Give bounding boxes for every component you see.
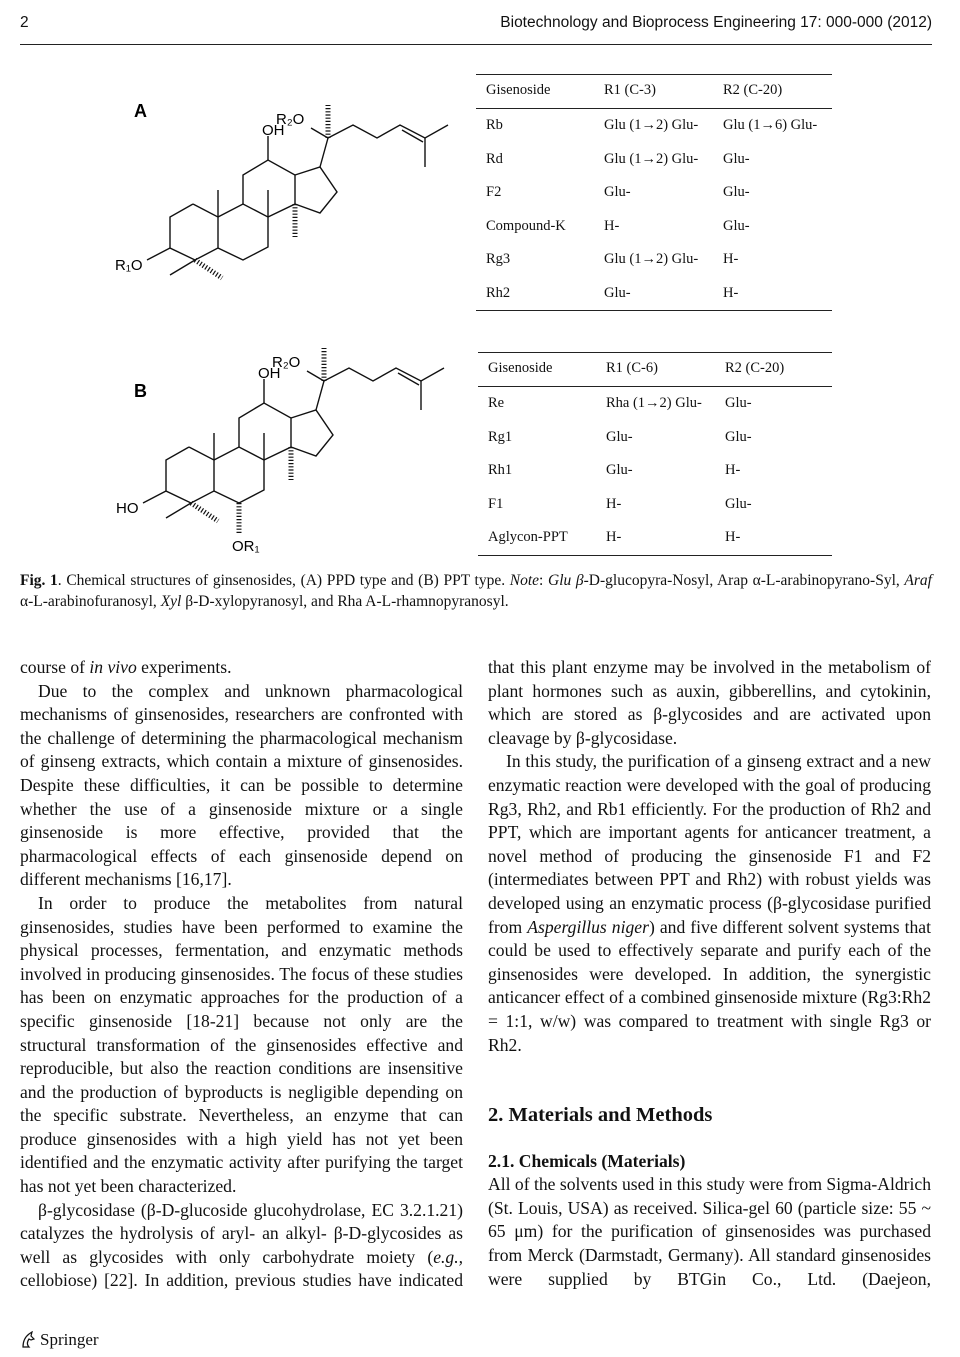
cell: Glu- — [723, 150, 750, 167]
paragraph — [20, 680, 463, 892]
cell: Glu- — [725, 395, 752, 411]
cell: H- — [606, 495, 622, 512]
table-rule — [478, 386, 832, 387]
text-run: Due to the complex and unknown pharmacological mechanisms of ginsenosides, researchers are confronted with the challenge of determining the pharmacological mechanism of ginseng extracts, which contain a mixture of ginsenosides. Despite these difficulties, it can be possible to determine whether the use of a ginsenoside mixture or a single ginsenoside is more effective, provided that the pharmacological effects of each ginsenoside depend on different mechanisms [16,17]. — [20, 680, 463, 890]
cell: Glu- — [604, 285, 631, 301]
journal-title: Biotechnology and Bioprocess Engineering 17: 000-000 (2012) — [500, 14, 932, 31]
r2o-label: R₂O — [276, 111, 305, 128]
column-header: Gisenoside — [486, 82, 551, 98]
cell: Glu- — [606, 428, 633, 445]
row-name: Rg1 — [488, 428, 513, 445]
subsection-heading: 2.1. Chemicals (Materials) — [488, 1150, 686, 1171]
column-header: R1 (C-3) — [604, 82, 656, 98]
text-run: . Chemical structures of ginsenosides, (A) PPD type and (B) PPT type. — [57, 572, 510, 589]
text-run: α-L-arabinofuranosyl, — [20, 593, 161, 610]
bold-text: Fig. 1 — [20, 572, 58, 589]
row-name: F1 — [488, 495, 504, 512]
italic-text: Araf — [904, 572, 932, 589]
springer-horse-icon — [20, 1331, 36, 1349]
cell: H- — [723, 251, 739, 268]
cell: H- — [606, 529, 622, 546]
paragraph — [20, 1199, 463, 1293]
right-column — [488, 656, 931, 1291]
paragraph — [488, 656, 931, 750]
cell: H- — [725, 462, 741, 479]
paragraph — [20, 656, 463, 680]
row-name: Compound-K — [486, 217, 566, 234]
italic-text: e.g., — [433, 1246, 463, 1267]
cell: H- — [725, 529, 741, 546]
r1o-label: R₁O — [115, 257, 143, 274]
text-run: β-glycosidase (β-D-glucoside glucohydrolase, EC 3.2.1.21) catalyzes the hydrolysis of aryl- an alkyl- β-D-glycosides as well as glycosides with only carbohydrate moiety ( — [20, 1199, 463, 1267]
table-rule — [478, 352, 832, 353]
cell: Glu- — [606, 462, 633, 479]
italic-text: Note — [509, 572, 540, 589]
row-name: Rd — [486, 150, 503, 167]
text-run: course of — [20, 657, 90, 677]
ho-label: HO — [116, 500, 139, 517]
or1-label: OR₁ — [232, 538, 260, 555]
italic-text: Xyl — [160, 593, 182, 610]
column-header: Gisenoside — [488, 360, 553, 376]
text-run: All of the solvents used in this study were from Sigma-Aldrich (St. Louis, USA) as received. Silica-gel 60 (particle size: 55 ~ 65 μm) for the purification of ginsenosides was purchased from Merck (Darmstadt, Germany). All standard ginsenosides were supplied by BTGin Co., Ltd. (Daejeon, — [488, 1174, 931, 1289]
text-run: β-D-xylopyranosyl, and Rha A-L-rhamnopyranosyl. — [181, 593, 509, 610]
table-rule — [476, 310, 832, 311]
footer — [20, 1330, 99, 1350]
cell: Glu- — [604, 184, 631, 201]
oh-label: OH — [258, 365, 281, 382]
row-name: Rh2 — [486, 285, 511, 301]
table-rule — [476, 108, 832, 109]
cell: H- — [604, 217, 620, 234]
row-name: Rb — [486, 117, 503, 133]
cell: Glu (1→2) Glu- — [604, 117, 699, 133]
cell: Glu- — [725, 428, 752, 445]
r2o-label: R₂O — [272, 354, 301, 371]
row-name: Rh1 — [488, 462, 513, 479]
row-name: Aglycon-PPT — [488, 529, 568, 546]
text-run: : — [539, 572, 548, 589]
table-rule — [478, 555, 832, 556]
cell: Glu- — [725, 495, 752, 512]
structure-a — [115, 101, 448, 278]
paragraph — [20, 892, 463, 1199]
cell: Glu- — [723, 217, 750, 234]
row-name: F2 — [486, 184, 502, 201]
text-run: experiments. — [136, 657, 232, 677]
left-column — [20, 656, 463, 1293]
table-rule — [476, 74, 832, 75]
text-run: In order to produce the metabolites from natural ginsenosides, studies have been performed to examine the physical processes, fermentation, and enzymatic methods involved in producing ginsenosides. The focus of these studies has been on enzymatic approaches for the production of a specific ginsenoside [18-21] because not only are the structural transformation of the ginsenosides effective and reproducible, but also the reaction conditions are insensitive and the production of byproducts is negligible depending on the specific substrate. Nevertheless, an enzyme that can produce ginsenosides with a high yield has not yet been identified and the enzymatic activity after purifying the target has not yet been characterized. — [20, 892, 463, 1197]
row-name: Re — [488, 395, 505, 411]
cell: H- — [723, 285, 739, 301]
panel-b-label: B — [134, 381, 147, 401]
publisher-logo-text: Springer — [40, 1330, 99, 1349]
table-ppt — [478, 352, 832, 556]
table-ppd — [476, 74, 832, 311]
italic-text: in vivo — [89, 657, 137, 677]
text-run: cellobiose) [22]. In addition, previous studies have indicated — [20, 1270, 463, 1291]
row-name: Rg3 — [486, 251, 511, 268]
page-number: 2 — [20, 14, 29, 31]
column-header: R1 (C-6) — [606, 360, 658, 376]
column-header: R2 (C-20) — [723, 82, 783, 98]
paragraph — [488, 750, 931, 1057]
figure-caption — [20, 570, 932, 612]
cell: Glu (1→2) Glu- — [604, 251, 699, 268]
column-header: R2 (C-20) — [725, 360, 785, 376]
text-run: In this study, the purification of a ginseng extract and a new enzymatic reaction were developed with the goal of producing Rg3, Rh2, and Rb1 efficiently. For the production of Rh2 and PPT, which are important agents for anticancer treatment, a novel method of producing the ginsenoside F1 and F2 (intermediates between PPT and Rh2) with robust yields was developed using an enzymatic process (β-glycosidase purified from — [488, 751, 931, 937]
section-heading: 2. Materials and Methods — [488, 1104, 713, 1127]
text-run: that this plant enzyme may be involved in the metabolism of plant hormones such as auxin, gibberellins, and cytokinin, which are stored as β-glycosides and are activated upon cleavage by β-glycosidase. — [488, 657, 931, 748]
text-run: -D-glucopyra-Nosyl, Arap α-L-arabinopyrano-Syl, — [583, 572, 905, 589]
italic-text: Glu β — [548, 572, 584, 589]
oh-label: OH — [262, 122, 285, 139]
italic-text: Aspergillus niger — [527, 916, 649, 937]
paragraph — [488, 1173, 931, 1291]
cell: Glu (1→2) Glu- — [604, 150, 699, 167]
cell: Glu (1→6) Glu- — [723, 117, 818, 133]
panel-a-label: A — [134, 101, 147, 121]
cell: Glu- — [723, 184, 750, 201]
text-run: ) and five different solvent systems that could be used to effectively separate and purify each of the ginsenosides were developed. In addition, the synergistic anticancer effect of a combined ginsenoside mixture (Rg3:Rh2 = 1:1, w/w) was compared to treatment with single Rg3 or Rh2. — [488, 916, 931, 1055]
cell: Rha (1→2) Glu- — [606, 395, 702, 411]
structure-b — [116, 348, 444, 555]
